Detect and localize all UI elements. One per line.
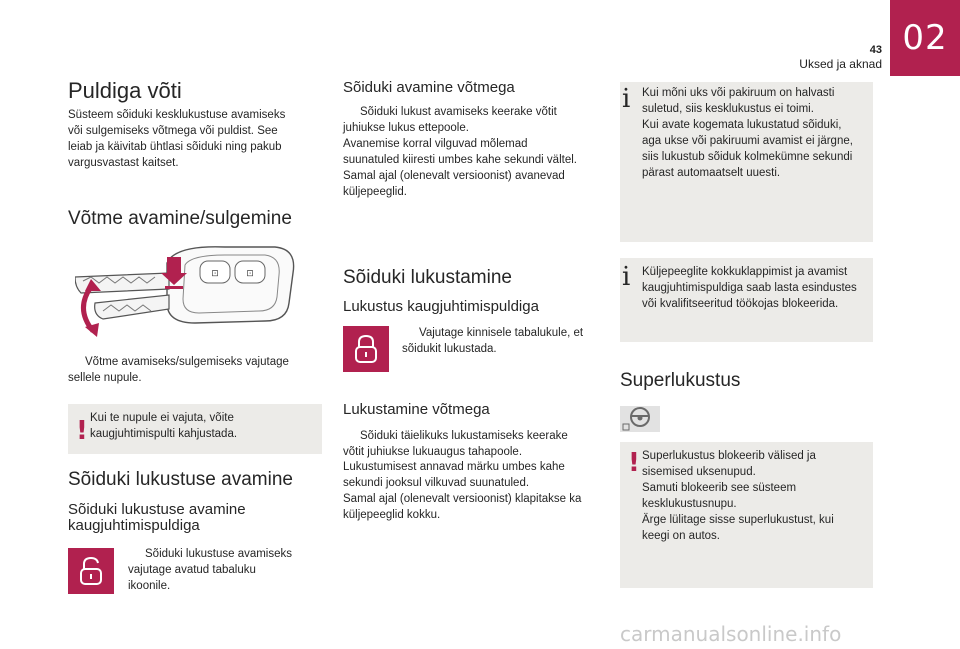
warning-box-superlock: ! Superlukustus blokeerib välised ja sisemised uksenupud. Samuti blokeerib see süsteem kesklukustusnupu. Ärge lülitage sisse superlukustust, kui keegi on autos. [620,442,873,588]
warning-icon: ! [628,448,640,478]
steering-wheel-lock-icon [620,404,662,434]
heading-unlock: Sõiduki lukustuse avamine [68,469,293,490]
open-padlock-icon [78,556,104,586]
intro-text: Süsteem sõiduki kesklukustuse avamiseks või sulgemiseks võtmega või puldist. See leiab ja käivitab ühtlasi sõiduki ning pakub vargusvastast kaitset. [68,109,286,169]
info-icon: i [622,262,631,292]
unlock-icon-tile [68,548,114,594]
bullet-lock-key: Sõiduki täielikuks lukustamiseks keerake võtit juhiukse lukuaugus tahapoole. [343,430,568,458]
info-box-1: i Kui mõni uks või pakiruum on halvasti suletud, siis kesklukustus ei toimi. Kui avate kogemata lukustatud sõiduki, aga ukse või pakiruumi avamist ei järgne, siis lukustub sõiduk kolmekümne sekundi pärast automaatselt uuesti. [620,82,873,242]
subheading-unlock-remote: Sõiduki lukustuse avamine kaugjuhtimispuldiga [68,501,246,534]
subheading-lock-remote: Lukustus kaugjuhtimispuldiga [343,298,539,315]
heading-lock: Sõiduki lukustamine [343,267,512,288]
page-title: Puldiga võti [68,78,182,103]
warning-icon: ! [76,416,88,446]
lock-icon-tile [343,326,389,372]
info-icon: i [622,84,631,114]
page-number: 43 [869,44,882,56]
bullet-key-button: Võtme avamiseks/sulgemiseks vajutage sellele nupule. [68,356,289,384]
section-title: Uksed ja aknad [799,57,882,71]
heading-superlock: Superlukustus [620,370,741,391]
svg-text:⊡: ⊡ [246,269,254,279]
bullet-unlock-remote: Sõiduki lukustuse avamiseks vajutage avatud tabaluku ikoonile. [128,548,293,592]
info-box-2: i Küljepeeglite kokkuklappimist ja avamist kaugjuhtimispuldiga saab lasta esindustes või kvalifitseeritud töökojas blokeerida. [620,258,873,342]
warning-box-1: ! Kui te nupule ei vajuta, võite kaugjuhtimispulti kahjustada. [68,404,322,454]
heading-key-open-close: Võtme avamine/sulgemine [68,208,292,229]
open-key-text: Avanemise korral vilguvad mõlemad suunatuled kiiresti umbes kahe sekundi vältel. Samal ajal (olenevalt versioonist) avanevad küljepeeglid. [343,138,577,198]
bullet-open-key: Sõiduki lukust avamiseks keerake võtit juhiukse lukus ettepoole. [343,106,557,134]
lock-key-text: Lukustumisest annavad märku umbes kahe sekundi jooksul vilkuvad suunatuled. Samal ajal (olenevalt versioonist) klapitakse ka küljepeeglid kokku. [343,461,582,521]
svg-text:⊡: ⊡ [211,269,219,279]
subheading-lock-key: Lukustamine võtmega [343,401,490,418]
bullet-lock-remote: Vajutage kinnisele tabalukule, et sõidukit lukustada. [402,327,584,355]
chapter-tab: 02 [890,0,960,76]
heading-open-with-key: Sõiduki avamine võtmega [343,79,515,96]
site-watermark: carmanualsonline.info [620,622,842,646]
key-fob-illustration [75,243,315,343]
closed-padlock-icon [353,334,379,364]
